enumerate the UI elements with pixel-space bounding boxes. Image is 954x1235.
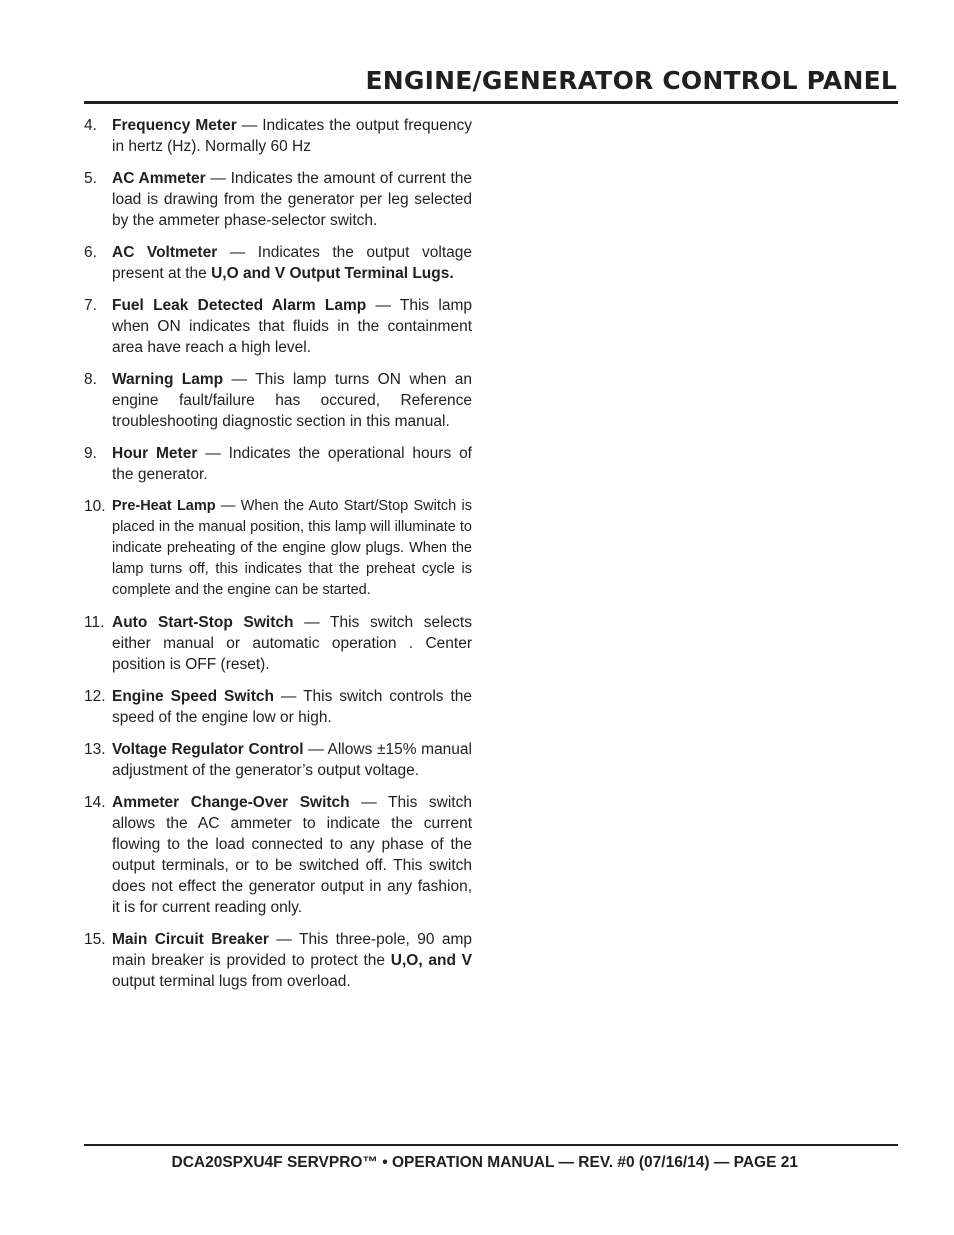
item-term: Fuel Leak Detected Alarm Lamp [112,297,367,314]
list-item [84,443,472,485]
list-item [84,295,472,358]
item-text: — Allows ±15% manual adjustment of the generator’s output voltage. [112,741,472,779]
item-number: 11. [84,614,105,631]
item-number: 13. [84,741,106,758]
item-term: Ammeter Change-Over Switch [112,794,350,811]
control-panel-item-list [84,115,472,1003]
item-number: 9. [84,445,97,462]
item-number: 6. [84,244,97,261]
item-text: — This switch controls the speed of the engine low or high. [112,688,473,726]
item-description [112,295,472,358]
list-item [84,168,472,231]
page-title: ENGINE/GENERATOR CONTROL PANEL [365,66,897,95]
list-item [84,612,472,675]
page-footer: DCA20SPXU4F SERVPRO™ • OPERATION MANUAL — REV. #0 (07/16/14) — PAGE 21 [171,1154,798,1171]
item-term: Auto Start-Stop Switch [112,614,294,631]
item-description [112,242,472,284]
item-term: AC Ammeter [112,170,206,187]
item-term: Warning Lamp [112,371,224,388]
list-item [84,369,472,432]
item-text: — When the Auto Start/Stop Switch is placed in the manual position, this lamp will illuminate to indicate preheating of the engine glow plugs. When the lamp turns off, this indicates that the preheat cycle is complete and the engine can be started. [112,498,473,598]
item-term: Pre-Heat Lamp [112,498,216,514]
item-number: 10. [84,498,106,515]
item-number: 12. [84,688,106,705]
item-text: — This lamp turns ON when an engine fault/failure has occured, Reference troubleshooting diagnostic section in this manual. [112,371,473,430]
item-term: Main Circuit Breaker [112,931,269,948]
item-description [112,612,472,675]
item-description [112,443,472,485]
list-item [84,115,472,157]
item-text: output terminal lugs from overload. [112,973,351,990]
item-number: 4. [84,117,97,134]
footer-divider [84,1144,898,1146]
item-text: — This switch selects either manual or automatic operation . Center position is OFF (reset). [112,614,472,673]
list-item [84,686,472,728]
item-term: Frequency Meter [112,117,237,134]
item-text: — Indicates the amount of current the load is drawing from the generator per leg selected by the ammeter phase-selector switch. [112,170,472,229]
item-number: 5. [84,170,97,187]
item-term: Engine Speed Switch [112,688,274,705]
list-item [84,929,472,992]
item-description [112,929,472,992]
item-description [112,496,472,601]
item-description [112,792,472,918]
item-text: — This three-pole, 90 amp main breaker is provided to protect the [112,931,472,969]
item-text: — Indicates the operational hours of the generator. [112,445,472,483]
header-divider [84,101,898,104]
list-item [84,242,472,284]
item-description [112,369,472,432]
item-term: U,O and V Output Terminal Lugs. [211,265,454,282]
item-text: — This lamp when ON indicates that fluids in the containment area have reach a high level. [112,297,472,356]
item-text: — This switch allows the AC ammeter to indicate the current flowing to the load connected to any phase of the output terminals, or to be switched off. This switch does not effect the generator output in any fashion, it is for current reading only. [112,794,472,916]
list-item [84,739,472,781]
item-term: AC Voltmeter [112,244,218,261]
item-term: Voltage Regulator Control [112,741,304,758]
item-description [112,115,472,157]
item-number: 15. [84,931,106,948]
item-description [112,686,472,728]
list-item [84,496,472,601]
item-term: Hour Meter [112,445,198,462]
list-item [84,792,472,918]
item-number: 14. [84,794,106,811]
item-description [112,739,472,781]
item-description [112,168,472,231]
item-text: — Indicates the output frequency in hertz (Hz). Normally 60 Hz [112,117,472,155]
item-text: — Indicates the output voltage present at the [112,244,472,282]
item-number: 8. [84,371,97,388]
item-term: U,O, and V [390,952,472,969]
item-number: 7. [84,297,97,314]
